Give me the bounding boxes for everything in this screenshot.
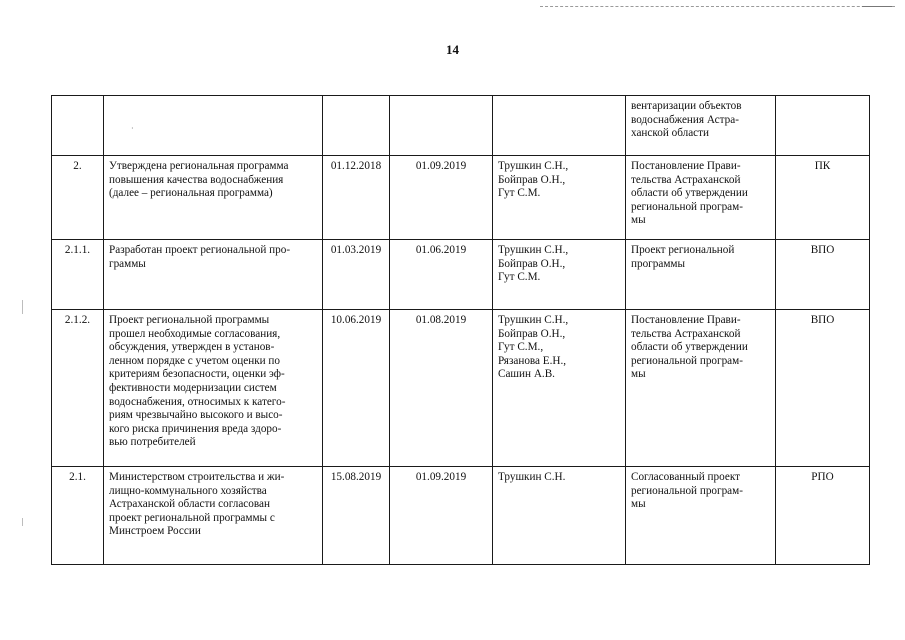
document-line: области об утверждении (631, 187, 748, 200)
plan-table (51, 95, 870, 565)
cell-type (776, 156, 870, 240)
document-line: программы (631, 257, 685, 270)
task-line: риям чрезвычайно высокого и высо- (109, 409, 283, 422)
cell-responsible (493, 96, 626, 156)
table-row (52, 156, 870, 240)
cell-end-date (390, 96, 493, 156)
cell-responsible (493, 467, 626, 565)
cell-start-date (323, 96, 390, 156)
cell-number (52, 467, 104, 565)
cell-number (52, 156, 104, 240)
responsible-line: Трушкин С.Н., (498, 160, 569, 172)
task-line: Астраханской области согласован (109, 498, 270, 511)
cell-document (626, 310, 776, 467)
document-line: региональной програм- (631, 200, 743, 213)
result-type: ПК (814, 160, 831, 172)
cell-start-date (323, 240, 390, 310)
row-number: 2.1.1. (64, 244, 91, 256)
document-line: области об утверждении (631, 341, 748, 354)
end-date: 01.09.2019 (415, 471, 467, 483)
task-line: повышения качества водоснабжения (109, 173, 284, 186)
document-line: вентаризации объектов (631, 100, 742, 112)
cell-type (776, 310, 870, 467)
cell-responsible (493, 240, 626, 310)
task-line: Разработан проект региональной про- (109, 244, 291, 256)
task-line: лищно-коммунального хозяйства (109, 484, 267, 497)
document-line: Согласованный проект (631, 471, 741, 483)
task-line: обсуждения, утвержден в установ- (109, 341, 275, 354)
document-line: водоснабжения Астра- (631, 113, 739, 126)
cell-type (776, 240, 870, 310)
cell-end-date (390, 310, 493, 467)
document-line: мы (631, 214, 646, 227)
cell-end-date (390, 467, 493, 565)
task-line: Министерством строительства и жи- (109, 471, 285, 483)
row-number: 2. (73, 160, 82, 172)
document-line: Постановление Прави- (631, 160, 741, 172)
responsible-line: Бойправ О.Н., (498, 257, 566, 270)
row-number: 2.1. (69, 471, 86, 483)
cell-task (104, 156, 323, 240)
cell-responsible (493, 310, 626, 467)
cell-number (52, 310, 104, 467)
table-row-continuation (52, 96, 870, 156)
responsible-line: Рязанова Е.Н., (498, 354, 567, 367)
task-line: вью потребителей (109, 436, 196, 449)
cell-document (626, 96, 776, 156)
table-row (52, 240, 870, 310)
document-line: тельства Астраханской (631, 173, 741, 186)
responsible-line: Трушкин С.Н. (498, 471, 566, 483)
cell-start-date (323, 467, 390, 565)
cell-start-date (323, 156, 390, 240)
cell-number (52, 96, 104, 156)
document-line: тельства Астраханской (631, 327, 741, 340)
result-type: ВПО (810, 244, 835, 256)
task-line: Утверждена региональная программа (109, 160, 289, 172)
cell-document (626, 467, 776, 565)
cell-type (776, 96, 870, 156)
row-number: 2.1.2. (64, 314, 91, 326)
document-line: Постановление Прави- (631, 314, 741, 326)
document-line: мы (631, 368, 646, 381)
end-date: 01.06.2019 (415, 244, 467, 256)
responsible-line: Бойправ О.Н., (498, 327, 566, 340)
task-line: водоснабжения, относимых к катего- (109, 395, 286, 408)
cell-type (776, 467, 870, 565)
scan-top-rule (540, 6, 895, 7)
table-row (52, 310, 870, 467)
responsible-line: Бойправ О.Н., (498, 173, 566, 186)
responsible-line: Сашин А.В. (498, 368, 555, 381)
document-line: ханской области (631, 127, 710, 140)
responsible-line: Трушкин С.Н., (498, 244, 569, 256)
end-date: 01.09.2019 (415, 160, 467, 172)
responsible-line: Трушкин С.Н., (498, 314, 569, 326)
result-type: ВПО (810, 314, 835, 326)
task-line: проект региональной программы с (109, 511, 275, 524)
start-date: 01.12.2018 (330, 160, 382, 172)
task-line: Проект региональной программы (109, 314, 270, 326)
end-date: 01.08.2019 (415, 314, 467, 326)
cell-responsible (493, 156, 626, 240)
cell-task (104, 240, 323, 310)
cell-document (626, 240, 776, 310)
start-date: 10.06.2019 (330, 314, 382, 326)
scan-margin-mark (22, 300, 23, 314)
cell-document (626, 156, 776, 240)
document-line: региональной програм- (631, 484, 743, 497)
document-line: Проект региональной (631, 244, 735, 256)
scan-margin-mark (22, 518, 23, 526)
cell-number (52, 240, 104, 310)
responsible-line: Гут С.М. (498, 187, 541, 200)
table-row (52, 467, 870, 565)
task-line: (далее – региональная программа) (109, 187, 273, 200)
document-line: региональной програм- (631, 354, 743, 367)
document-line: мы (631, 498, 646, 511)
result-type: РПО (811, 471, 834, 483)
cell-task (104, 467, 323, 565)
start-date: 15.08.2019 (330, 471, 382, 483)
task-line: кого риска причинения вреда здоро- (109, 422, 282, 435)
responsible-line: Гут С.М., (498, 341, 544, 354)
task-line: ленном порядке с учетом оценки по (109, 354, 280, 367)
page-number: 14 (446, 42, 459, 57)
cell-task (104, 310, 323, 467)
responsible-line: Гут С.М. (498, 271, 541, 284)
task-line: фективности модернизации систем (109, 381, 277, 394)
scan-speck: · (131, 124, 134, 133)
cell-end-date (390, 240, 493, 310)
scan-top-rule-mark (862, 6, 892, 7)
task-line: граммы (109, 257, 146, 270)
task-line: прошел необходимые согласования, (109, 327, 281, 340)
cell-start-date (323, 310, 390, 467)
start-date: 01.03.2019 (330, 244, 382, 256)
task-line: Минстроем России (109, 525, 201, 538)
cell-task (104, 96, 323, 156)
cell-end-date (390, 156, 493, 240)
task-line: критериям безопасности, оценки эф- (109, 368, 285, 381)
